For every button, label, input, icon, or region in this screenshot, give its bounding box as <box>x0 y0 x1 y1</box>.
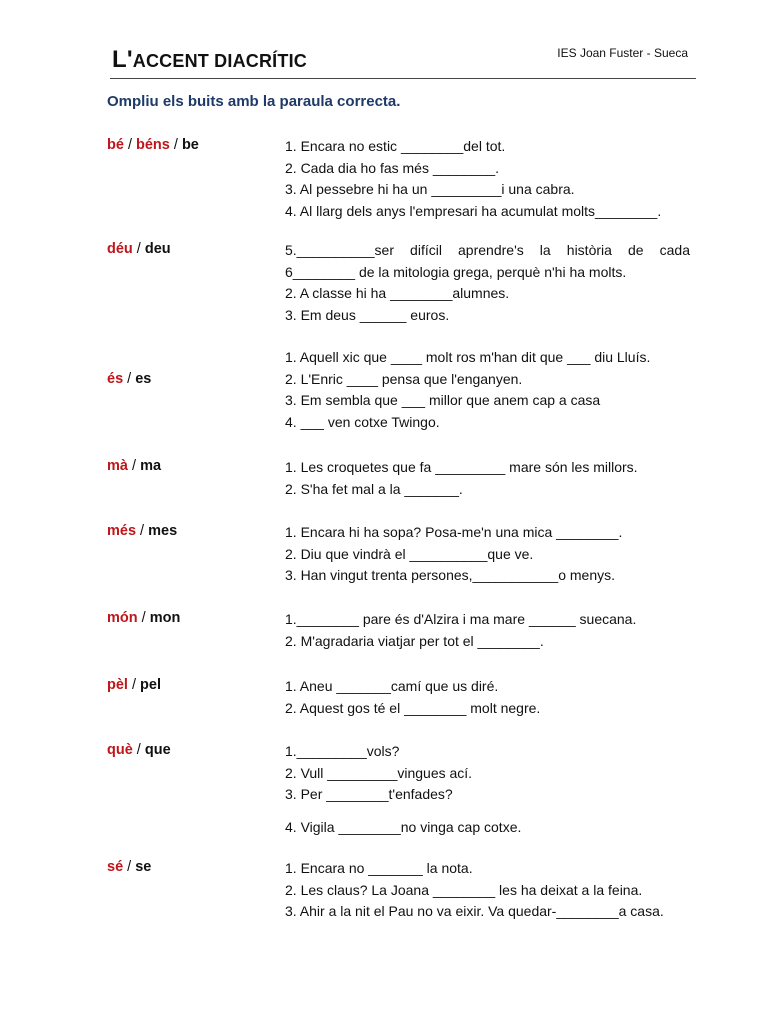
exercise-lines <box>285 457 690 500</box>
exercise-line: 4. Al llarg dels anys l'empresari ha acumulat molts________. <box>285 202 662 219</box>
document-title <box>112 46 307 74</box>
page-header <box>110 44 696 79</box>
word-pair: és / es <box>107 371 152 387</box>
word-accented: és <box>107 371 124 387</box>
exercise-line: 2. Diu que vindrà el __________que ve. <box>285 545 534 562</box>
word-accented: què <box>107 742 133 758</box>
word-plain: deu <box>144 241 171 257</box>
exercise-line: 3. Han vingut trenta persones,___________o menys. <box>285 567 616 583</box>
exercise-lines <box>285 741 690 838</box>
word-accented: mà <box>107 458 128 474</box>
exercise-line: 1.________ pare és d'Alzira i ma mare ______ suecana. <box>285 611 637 627</box>
exercise-line: 3. Al pessebre hi ha un _________i una cabra. <box>285 181 575 197</box>
word-accented: pèl <box>107 677 128 693</box>
word-pair: món / mon <box>107 610 181 626</box>
exercise-line: 1. Les croquetes que fa _________ mare són les millors. <box>285 459 638 475</box>
word-plain: se <box>135 859 152 875</box>
word-pair: bé / béns / be <box>107 137 199 153</box>
word-accented: bé <box>107 137 124 153</box>
exercise-line: 2. Les claus? La Joana ________ les ha deixat a la feina. <box>285 881 643 898</box>
word-pair: sé / se <box>107 859 152 875</box>
exercise-line: 2. Aquest gos té el ________ molt negre. <box>285 699 541 716</box>
exercise-line: 1. Aneu _______camí que us diré. <box>285 678 499 694</box>
exercise-line: 1. Encara hi ha sopa? Posa-me'n una mica ________. <box>285 524 623 540</box>
word-accented: sé <box>107 859 124 875</box>
exercise-line: 2. L'Enric ____ pensa que l'enganyen. <box>285 370 523 387</box>
word-accented: món <box>107 610 138 626</box>
exercise-line: 3. Per ________t'enfades? <box>285 786 453 802</box>
exercise-lines <box>285 240 690 326</box>
word-plain: mes <box>148 523 178 539</box>
word-pair: més / mes <box>107 523 178 539</box>
exercise-line: 2. M'agradaria viatjar per tot el ________. <box>285 632 544 649</box>
word-accented: més <box>107 523 137 539</box>
exercise-lines <box>285 522 690 587</box>
exercise-line: 1. Encara no estic ________del tot. <box>285 138 506 154</box>
word-plain: pel <box>140 677 161 693</box>
word-accented-2: béns <box>136 137 170 153</box>
exercise-line: 4. Vigila ________no vinga cap cotxe. <box>285 818 522 835</box>
word-pair: mà / ma <box>107 458 162 474</box>
exercise-lines <box>285 858 690 923</box>
exercise-line: 3. Em deus ______ euros. <box>285 306 450 323</box>
word-plain: ma <box>140 458 162 474</box>
title-initial: L' <box>112 46 133 73</box>
word-accented: déu <box>107 241 133 257</box>
exercise-line: 5.__________ser difícil aprendre's la història de cada <box>285 242 690 258</box>
exercise-line: 3. Ahir a la nit el Pau no va eixir. Va quedar-________a casa. <box>285 903 664 919</box>
exercise-lines <box>285 676 690 719</box>
exercise-line: 2. Cada dia ho fas més ________. <box>285 159 500 176</box>
exercise-line: 2. Vull _________vingues ací. <box>285 764 473 781</box>
exercise-lines <box>285 609 690 652</box>
title-rest: ACCENT DIACRÍTIC <box>132 51 307 71</box>
exercise-lines <box>285 347 690 433</box>
word-pair: què / que <box>107 742 171 758</box>
exercise-line: 4. ___ ven cotxe Twingo. <box>285 413 440 430</box>
word-plain: que <box>144 742 171 758</box>
exercise-lines <box>285 136 690 222</box>
word-pair: pèl / pel <box>107 677 161 693</box>
exercise-line: 1. Encara no _______ la nota. <box>285 860 473 876</box>
exercise-line: 3. Em sembla que ___ millor que anem cap a casa <box>285 392 601 408</box>
word-pair: déu / deu <box>107 241 171 257</box>
exercise-line: 1. Aquell xic que ____ molt ros m'han dit que ___ diu Lluís. <box>285 349 651 365</box>
exercise-line: 1._________vols? <box>285 743 400 759</box>
word-plain: es <box>135 371 152 387</box>
school-name: IES Joan Fuster - Sueca <box>557 46 688 60</box>
instruction: Ompliu els buits amb la paraula correcta. <box>107 93 401 110</box>
word-plain: be <box>181 137 199 153</box>
exercise-line: 2. A classe hi ha ________alumnes. <box>285 285 510 301</box>
exercise-line: 6________ de la mitologia grega, perquè n'hi ha molts. <box>285 263 627 280</box>
word-plain: mon <box>149 610 181 626</box>
exercise-line: 2. S'ha fet mal a la _______. <box>285 480 463 497</box>
